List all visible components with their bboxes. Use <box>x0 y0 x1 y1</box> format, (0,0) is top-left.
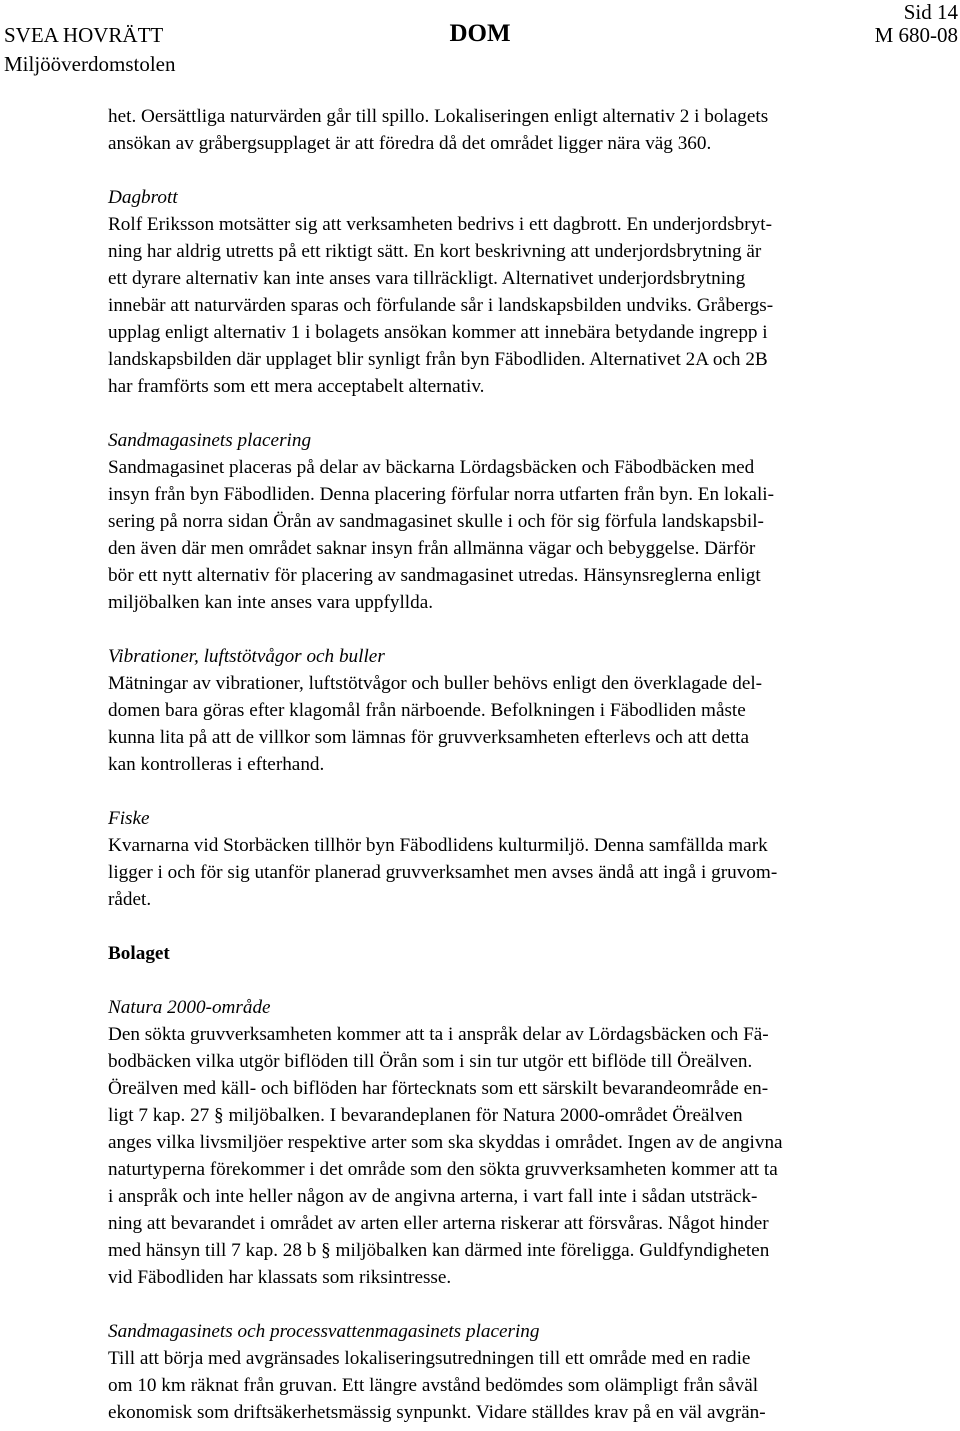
text-line: har framförts som ett mera acceptabelt alternativ. <box>108 376 485 397</box>
text-line: ligger i och för sig utanför planerad gruvverksamhet men avses ändå att ingå i gruvom- <box>108 862 778 883</box>
text-line: kan kontrolleras i efterhand. <box>108 754 325 775</box>
text-line: innebär att naturvärden sparas och förfulande sår i landskapsbilden undviks. Gråbergs- <box>108 295 774 316</box>
text-line: rådet. <box>108 889 152 910</box>
section-heading-natura-2000: Natura 2000-område <box>108 997 271 1018</box>
case-number: M 680-08 <box>874 23 958 47</box>
text-line: Sandmagasinet placeras på delar av bäckarna Lördagsbäcken och Fäbodbäcken med <box>108 457 755 478</box>
paragraph <box>108 670 908 778</box>
section-heading-sandmagasin-processvatten: Sandmagasinets och processvattenmagasinets placering <box>108 1321 540 1342</box>
text-line: sering på norra sidan Örån av sandmagasinet skulle i och för sig förfula landskapsbil- <box>108 511 764 532</box>
text-line: Rolf Eriksson motsätter sig att verksamheten bedrivs i ett dagbrott. En underjordsbryt- <box>108 214 772 235</box>
section-heading-dagbrott: Dagbrott <box>108 187 178 208</box>
paragraph <box>108 832 908 913</box>
text-line: bodbäcken vilka utgör biflöden till Örån som i sin tur utgör ett biflöde till Öreälven. <box>108 1051 753 1072</box>
text-line: ekonomisk som driftsäkerhetsmässig synpunkt. Vidare ställdes krav på en väl avgrän- <box>108 1402 766 1423</box>
paragraph <box>108 103 908 157</box>
paragraph <box>108 454 908 616</box>
page-number: Sid 14 <box>903 0 958 24</box>
section-heading-bolaget: Bolaget <box>108 943 170 964</box>
text-line: ett dyrare alternativ kan inte anses vara tillräckligt. Alternativet underjordsbrytning <box>108 268 746 289</box>
text-line: med hänsyn till 7 kap. 28 b § miljöbalken kan därmed inte föreligga. Guldfyndigheten <box>108 1240 770 1261</box>
text-line: Mätningar av vibrationer, luftstötvågor och buller behövs enligt den överklagade del- <box>108 673 763 694</box>
text-line: Den sökta gruvverksamheten kommer att ta i anspråk delar av Lördagsbäcken och Fä- <box>108 1024 769 1045</box>
text-line: ligt 7 kap. 27 § miljöbalken. I bevarandeplanen för Natura 2000-området Öreälven <box>108 1105 743 1126</box>
paragraph <box>108 1021 908 1291</box>
text-line: anges vilka livsmiljöer respektive arter som ska skyddas i området. Ingen av de angivna <box>108 1132 783 1153</box>
paragraph <box>108 211 908 400</box>
text-line: insyn från byn Fäbodliden. Denna placering förfular norra utfarten från byn. En lokali- <box>108 484 775 505</box>
section-heading-fiske: Fiske <box>108 808 150 829</box>
text-line: vid Fäbodliden har klassats som riksintresse. <box>108 1267 452 1288</box>
text-line: ning har aldrig utretts på ett riktigt sätt. En kort beskrivning att underjordsbrytning är <box>108 241 762 262</box>
text-line: Till att börja med avgränsades lokaliseringsutredningen till ett område med en radie <box>108 1348 751 1369</box>
document-type: DOM <box>449 20 511 47</box>
text-line: naturtyperna förekommer i det område som den sökta gruvverksamheten kommer att ta <box>108 1159 778 1180</box>
text-line: Kvarnarna vid Storbäcken tillhör byn Fäbodlidens kulturmiljö. Denna samfällda mark <box>108 835 768 856</box>
text-line: bör ett nytt alternativ för placering av sandmagasinet utredas. Hänsynsreglerna enligt <box>108 565 761 586</box>
text-line: domen bara göras efter klagomål från närboende. Befolkningen i Fäbodliden måste <box>108 700 746 721</box>
text-line: Öreälven med käll- och biflöden har förtecknats som ett särskilt bevarandeområde en- <box>108 1078 769 1099</box>
court-name: SVEA HOVRÄTT <box>4 23 164 47</box>
text-line: landskapsbilden där upplaget blir synligt från byn Fäbodliden. Alternativet 2A och 2B <box>108 349 768 370</box>
text-line: om 10 km räknat från gruvan. Ett längre avstånd bedömdes som olämpligt från såväl <box>108 1375 759 1396</box>
text-line: ansökan av gråbergsupplaget är att föredra då det området ligger nära väg 360. <box>108 133 712 154</box>
text-line: kunna lita på att de villkor som lämnas för gruvverksamheten efterlevs och att detta <box>108 727 749 748</box>
paragraph <box>108 1345 908 1426</box>
section-heading-sandmagasinets-placering: Sandmagasinets placering <box>108 430 312 451</box>
text-line: miljöbalken kan inte anses vara uppfyllda. <box>108 592 434 613</box>
department-name: Miljööverdomstolen <box>4 52 176 76</box>
text-line: het. Oersättliga naturvärden går till spillo. Lokaliseringen enligt alternativ 2 i bolagets <box>108 106 769 127</box>
section-heading-vibrationer: Vibrationer, luftstötvågor och buller <box>108 646 385 667</box>
document-body <box>108 103 908 1426</box>
text-line: den även där men området saknar insyn från allmänna vägar och bebyggelse. Därför <box>108 538 756 559</box>
text-line: i anspråk och inte heller någon av de angivna arterna, i vart fall inte i sådan utsträck- <box>108 1186 758 1207</box>
text-line: ning att bevarandet i området av arten eller arterna riskerar att försvåras. Något hinder <box>108 1213 769 1234</box>
text-line: upplag enligt alternativ 1 i bolagets ansökan kommer att innebära betydande ingrepp i <box>108 322 768 343</box>
